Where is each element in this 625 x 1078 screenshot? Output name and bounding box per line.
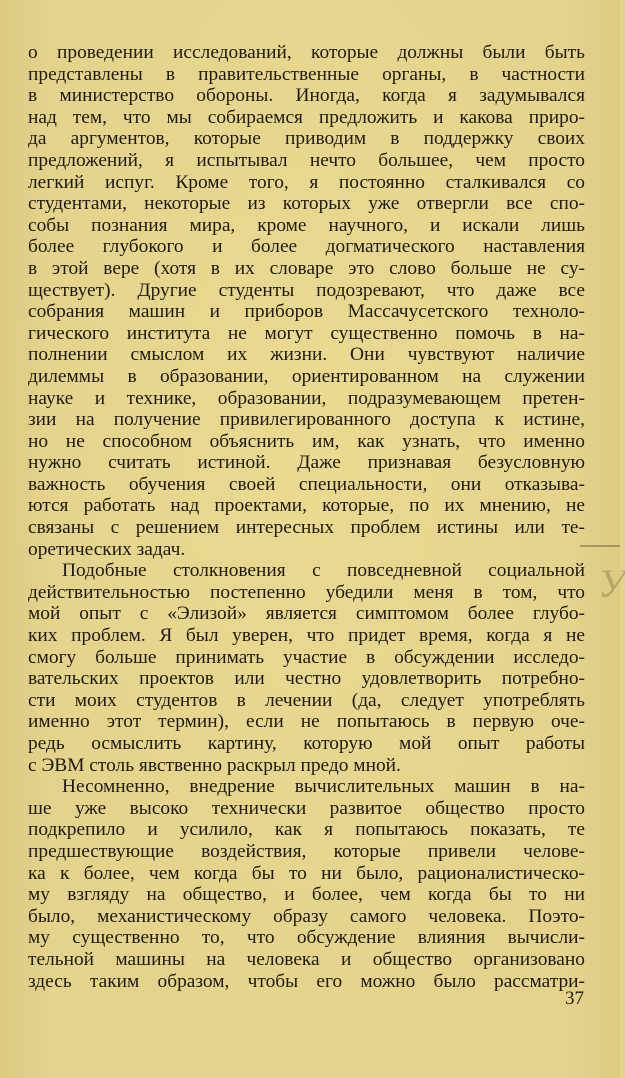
- body-text: [28, 42, 585, 992]
- text-line: легкий испуг. Кроме того, я постоянно сталкивался со: [28, 171, 585, 193]
- text-line: да аргументов, которые приводим в поддержку своих: [28, 128, 585, 150]
- text-line: нужно считать истиной. Даже признавая безусловную: [28, 452, 585, 474]
- text-line: ких проблем. Я был уверен, что придет время, когда я не: [28, 625, 585, 647]
- text-line: студентами, некоторые из которых уже отвергли все спо-: [28, 193, 585, 215]
- text-line: зии на получение привилегированного доступа к истине,: [28, 409, 585, 431]
- text-line: в этой вере (хотя в их словаре это слово больше не су-: [28, 257, 585, 279]
- text-line: но не способном объяснить им, как узнать, что именно: [28, 430, 585, 452]
- text-line: ка к более, чем когда бы то ни было, рационалистическо-: [28, 862, 585, 884]
- text-line: действительностью постепенно убедили меня в том, что: [28, 581, 585, 603]
- text-line: ются работать над проектами, которые, по их мнению, не: [28, 495, 585, 517]
- text-line: тельной машины на человека и общество организовано: [28, 948, 585, 970]
- page-number: 37: [565, 988, 584, 1009]
- text-line: именно этот термин), если не попытаюсь в первую оче-: [28, 711, 585, 733]
- text-line: му существенно то, что обсуждение влияния вычисли-: [28, 927, 585, 949]
- text-line: сти моих студентов в лечении (да, следует употреблять: [28, 689, 585, 711]
- text-line: редь осмыслить картину, которую мой опыт работы: [28, 733, 585, 754]
- text-line: здесь таким образом, чтобы его можно было рассматри-: [28, 970, 585, 992]
- text-line: науке и технике, образовании, подразумевающем претен-: [28, 387, 585, 409]
- text-line: над тем, что мы собираемся предложить и какова приро-: [28, 106, 585, 128]
- text-line: подкрепило и усилило, как я попытаюсь показать, те: [28, 819, 585, 841]
- text-line: полнении смыслом их жизни. Они чувствуют наличие: [28, 344, 585, 366]
- text-line: было, механистическому образу самого человека. Поэто-: [28, 905, 585, 927]
- text-line: о проведении исследований, которые должны были быть: [28, 42, 585, 63]
- text-line: мой опыт с «Элизой» является симптомом более глубо-: [28, 603, 585, 625]
- text-line: Подобные столкновения с повседневной социальной: [62, 560, 585, 582]
- text-line: му взгляду на общество, и более, чем когда бы то ни: [28, 884, 585, 906]
- text-line: ществует). Другие студенты подозревают, что даже все: [28, 279, 585, 301]
- text-line: важность обучения своей специальности, они отказыва-: [28, 473, 585, 495]
- text-line: предшествующие воздействия, которые привели челове-: [28, 840, 585, 862]
- text-line: в министерство обороны. Иногда, когда я задумывался: [28, 85, 585, 107]
- text-line: собы познания мира, кроме научного, и искали лишь: [28, 214, 585, 236]
- text-line: предложений, я испытывал нечто большее, чем просто: [28, 149, 585, 171]
- text-line: связаны с решением интересных проблем истины или те-: [28, 517, 585, 539]
- text-line: с ЭВМ столь явственно раскрыл предо мной.: [28, 754, 401, 776]
- text-line: дилеммы в образовании, ориентированном на служении: [28, 365, 585, 387]
- text-line: гического института не могут существенно помочь в на-: [28, 322, 585, 344]
- text-line: собрания машин и приборов Массачусетского техноло-: [28, 301, 585, 323]
- margin-pencil-scribble-icon: У: [598, 561, 625, 606]
- text-line: более глубокого и более догматического наставления: [28, 236, 585, 258]
- text-line: вательских проектов или честно удовлетворить потребно-: [28, 668, 585, 690]
- margin-pencil-mark: [580, 545, 620, 547]
- text-line: смогу больше принимать участие в обсуждении исследо-: [28, 646, 585, 668]
- text-line: ше уже высоко технически развитое общество просто: [28, 797, 585, 819]
- text-line: Несомненно, внедрение вычислительных машин в на-: [62, 776, 585, 798]
- text-line: оретических задач.: [28, 538, 186, 560]
- text-line: представлены в правительственные органы, в частности: [28, 63, 585, 85]
